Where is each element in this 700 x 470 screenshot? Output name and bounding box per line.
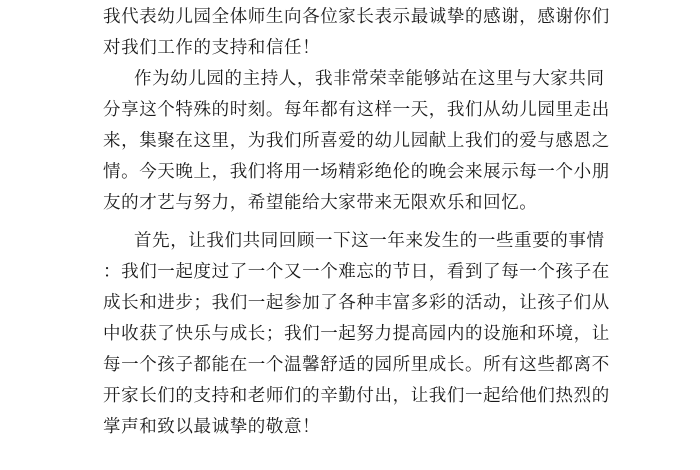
text-line-10: 成长和进步；我们一起参加了各种丰富多彩的活动，让孩子们从 — [103, 293, 610, 313]
text-line-1: 我代表幼儿园全体师生向各位家长表示最诚挚的感谢，感谢你们 — [103, 7, 610, 27]
text-line-3: 作为幼儿园的主持人，我非常荣幸能够站在这里与大家共同 — [134, 69, 605, 89]
text-line-14: 掌声和致以最诚挚的敬意！ — [103, 417, 321, 437]
text-line-4: 分享这个特殊的时刻。每年都有这样一天，我们从幼儿园里走出 — [103, 100, 610, 120]
text-line-11: 中收获了快乐与成长；我们一起努力提高园内的设施和环境，让 — [103, 324, 610, 344]
text-line-7: 友的才艺与努力，希望能给大家带来无限欢乐和回忆。 — [103, 193, 538, 213]
text-line-6: 情。今天晚上，我们将用一场精彩绝伦的晚会来展示每一个小朋 — [103, 162, 610, 182]
text-line-13: 开家长们的支持和老师们的辛勤付出，让我们一起给他们热烈的 — [103, 386, 610, 406]
text-line-9: ：我们一起度过了一个又一个难忘的节日，看到了每一个孩子在 — [103, 262, 610, 282]
text-line-8: 首先，让我们共同回顾一下这一年来发生的一些重要的事情 — [134, 231, 605, 251]
text-line-12: 每一个孩子都能在一个温馨舒适的园所里成长。所有这些都离不 — [103, 355, 610, 375]
text-line-2: 对我们工作的支持和信任！ — [103, 38, 321, 58]
text-line-5: 来，集聚在这里，为我们所喜爱的幼儿园献上我们的爱与感恩之 — [103, 131, 610, 151]
